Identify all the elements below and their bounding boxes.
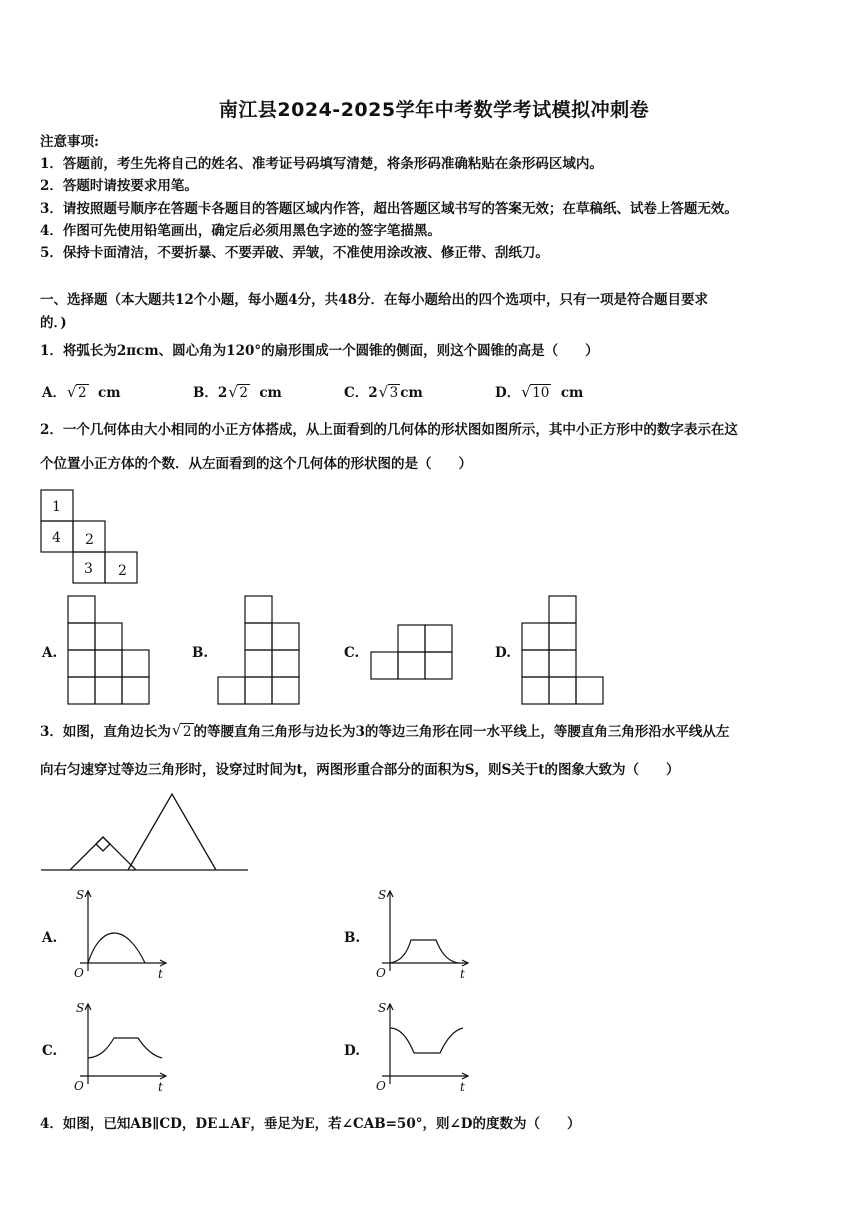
grid-number: 3 [84, 561, 93, 577]
axis-y-label: S [378, 888, 387, 902]
q3-option-c-label: C. [42, 1043, 58, 1059]
axis-x-label: t [460, 1080, 465, 1094]
grid-number: 1 [52, 499, 61, 515]
grid-number: 2 [118, 563, 127, 579]
origin-label: O [376, 966, 386, 980]
grid-number: 2 [85, 532, 94, 548]
q2-option-c-figure [370, 624, 452, 680]
q3-option-c-graph [66, 998, 170, 1094]
origin-label: O [74, 966, 84, 980]
q3-triangles-figure [40, 790, 250, 874]
axis-x-label: t [158, 967, 163, 981]
q1-option-b: B．2 √ 2 cm [193, 383, 282, 401]
q1-option-c: C．2 √ 3 cm [344, 383, 423, 401]
q2-option-b-figure [217, 595, 299, 705]
q2-option-a-figure [67, 595, 149, 705]
q2-option-d-label: D. [495, 645, 511, 661]
q3-option-d-label: D. [344, 1043, 360, 1059]
axis-y-label: S [378, 1001, 387, 1015]
notice-item: 3．请按照题号顺序在答题卡各题目的答题区域内作答，超出答题区域书写的答案无效；在草稿纸、试卷上答题无效。 [40, 201, 738, 217]
question-3-line2: 向右匀速穿过等边三角形时，设穿过时间为t，两图形重合部分的面积为S，则S关于t的图象大致为（ ） [40, 762, 680, 778]
origin-label: O [74, 1079, 84, 1093]
section-heading: 一、选择题（本大题共12个小题，每小题4分，共48分．在每小题给出的四个选项中，只有一项是符合题目要求 [40, 292, 708, 308]
notice-heading: 注意事项: [40, 134, 99, 150]
origin-label: O [376, 1079, 386, 1093]
notice-item: 1．答题前，考生先将自己的姓名、准考证号码填写清楚，将条形码准确粘贴在条形码区域内。 [40, 156, 603, 172]
grid-number: 4 [52, 530, 61, 546]
q3-option-b-graph [368, 885, 472, 981]
q3-option-d-graph [368, 998, 472, 1094]
notice-item: 4．作图可先使用铅笔画出，确定后必须用黑色字迹的签字笔描黑。 [40, 223, 441, 239]
q3-option-a-label: A. [42, 930, 58, 946]
notice-item: 5．保持卡面清洁，不要折暴、不要弄破、弄皱，不准使用涂改液、修正带、刮纸刀。 [40, 245, 549, 261]
q1-option-a: A． √ 2 cm [42, 383, 121, 401]
question-2-line2: 个位置小正方体的个数．从左面看到的这个几何体的形状图的是（ ） [40, 456, 472, 472]
q2-option-b-label: B. [192, 645, 209, 661]
q2-option-a-label: A. [42, 645, 58, 661]
q2-top-view-figure [40, 489, 140, 585]
question-1: 1．将弧长为2πcm、圆心角为120°的扇形围成一个圆锥的侧面，则这个圆锥的高是（ ） [40, 343, 599, 359]
q3-option-a-graph [66, 885, 170, 981]
axis-y-label: S [76, 1001, 85, 1015]
question-4: 4．如图，已知AB∥CD，DE⊥AF，垂足为E，若∠CAB=50°，则∠D的度数为（ ） [40, 1116, 581, 1132]
question-2-line1: 2．一个几何体由大小相同的小正方体搭成，从上面看到的几何体的形状图如图所示，其中小正方形中的数字表示在这 [40, 422, 738, 438]
notice-item: 2．答题时请按要求用笔。 [40, 178, 198, 194]
q2-option-d-figure [521, 595, 603, 705]
q3-option-b-label: B. [344, 930, 361, 946]
question-3-line1: 3．如图，直角边长为 √ 2 的等腰直角三角形与边长为3的等边三角形在同一水平线上，等腰直角三角形沿水平线从左 [40, 721, 730, 740]
axis-y-label: S [76, 888, 85, 902]
page-title: 南江县2024-2025学年中考数学考试模拟冲刺卷 [218, 99, 650, 121]
q1-option-d: D． √ 10 cm [495, 383, 584, 401]
axis-x-label: t [460, 967, 465, 981]
axis-x-label: t [158, 1080, 163, 1094]
section-heading-cont: 的．) [40, 315, 67, 331]
q2-option-c-label: C. [344, 645, 360, 661]
